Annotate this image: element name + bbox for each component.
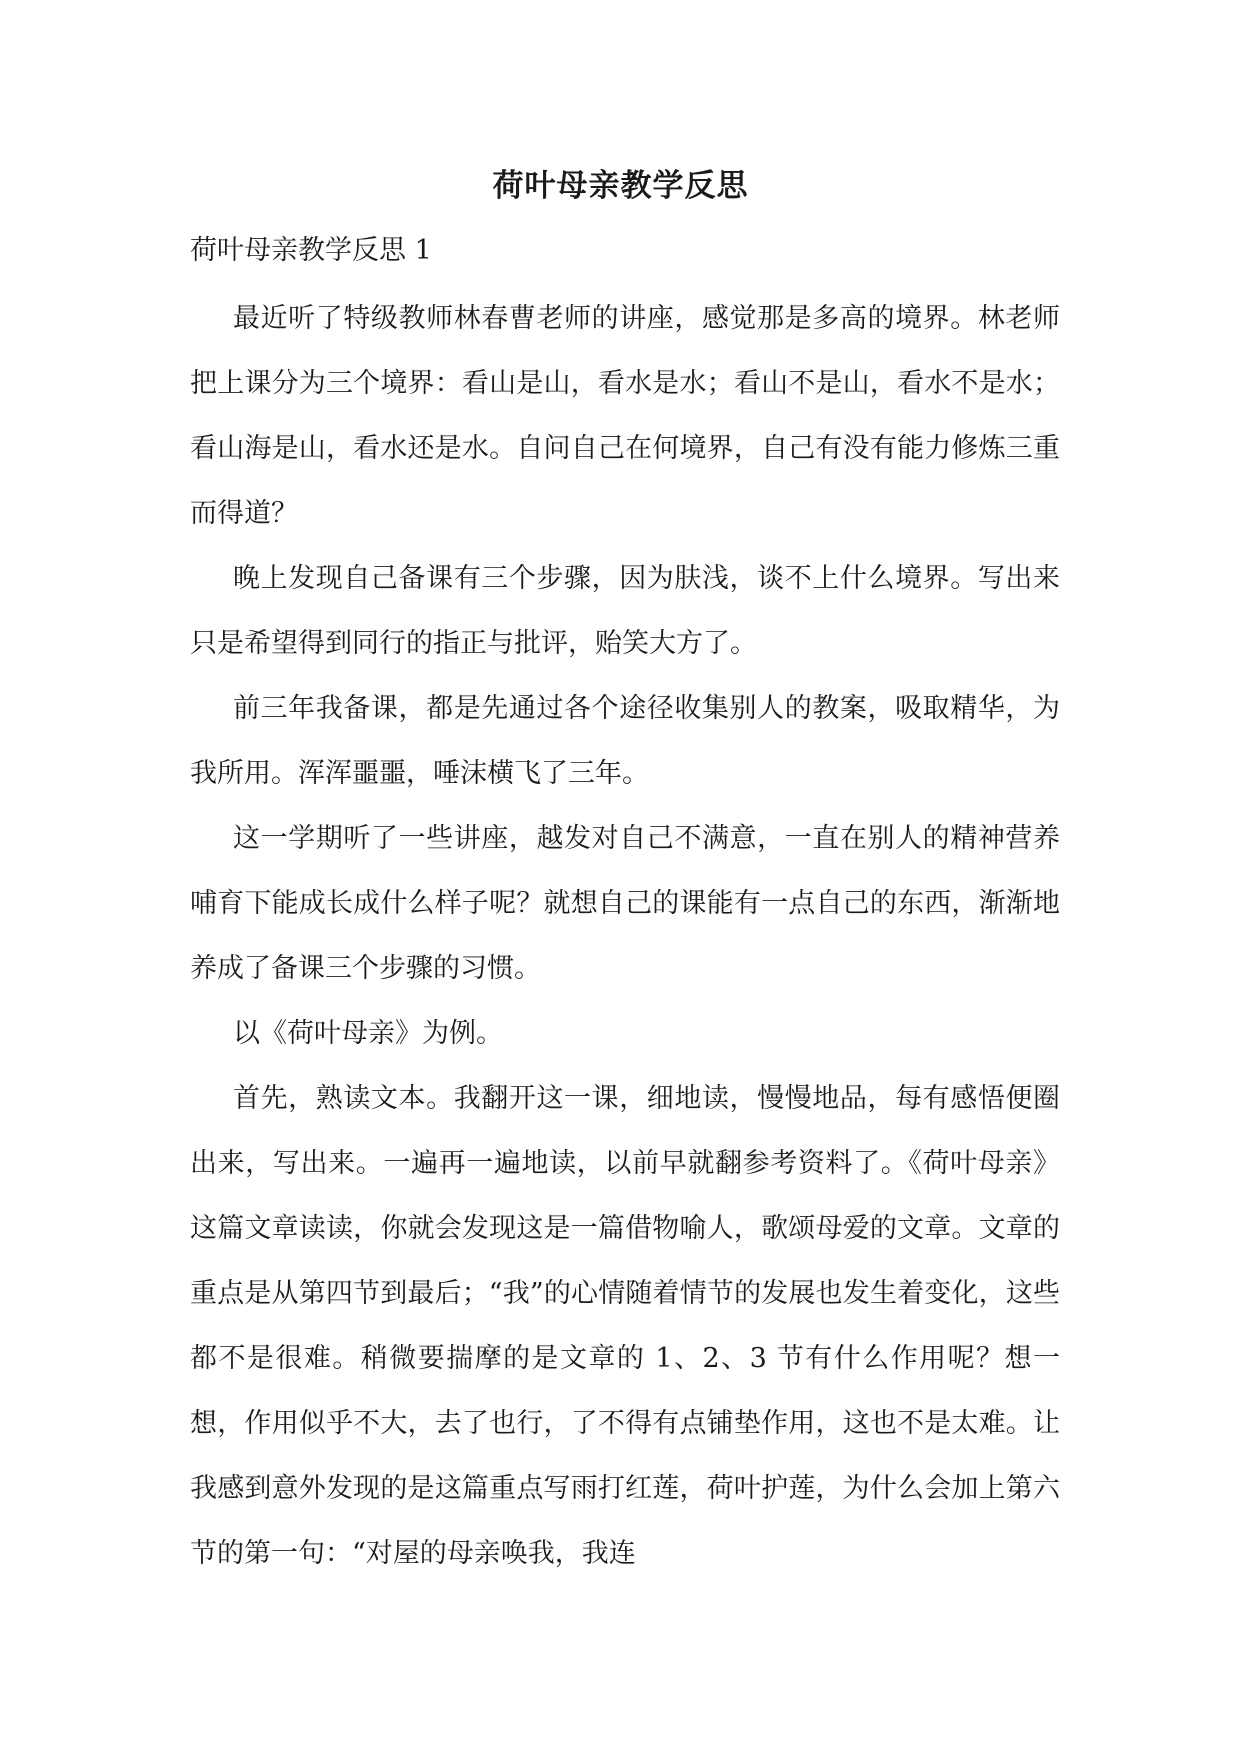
document-body [190,286,1060,1586]
paragraph: 这一学期听了一些讲座，越发对自己不满意，一直在别人的精神营养哺育下能成长成什么样子呢？就想自己的课能有一点自己的东西，渐渐地养成了备课三个步骤的习惯。 [190,823,1060,984]
paragraph: 晚上发现自己备课有三个步骤，因为肤浅，谈不上什么境界。写出来只是希望得到同行的指正与批评，贻笑大方了。 [190,563,1060,659]
paragraph: 以《荷叶母亲》为例。 [233,1018,503,1049]
paragraph: 前三年我备课，都是先通过各个途径收集别人的教案，吸取精华，为我所用。浑浑噩噩，唾沫横飞了三年。 [190,693,1060,789]
paragraph: 最近听了特级教师林春曹老师的讲座，感觉那是多高的境界。林老师把上课分为三个境界：看山是山，看水是水；看山不是山，看水不是水；看山海是山，看水还是水。自问自己在何境界，自己有没有能力修炼三重而得道？ [190,303,1060,529]
section-heading: 荷叶母亲教学反思 1 [190,235,432,266]
paragraph: 首先，熟读文本。我翻开这一课，细地读，慢慢地品，每有感悟便圈出来，写出来。一遍再一遍地读，以前早就翻参考资料了。《荷叶母亲》这篇文章读读，你就会发现这是一篇借物喻人，歌颂母爱的文章。文章的重点是从第四节到最后；“我”的心情随着情节的发展也发生着变化，这些都不是很难。稍微要揣摩的是文章的 1、2、3 节有什么作用呢？想一想，作用似乎不大，去了也行，了不得有点铺垫作用，这也不是太难。让我感到意外发现的是这篇重点写雨打红莲，荷叶护莲，为什么会加上第六节的第一句：“对屋的母亲唤我，我连 [190,1083,1060,1569]
document-title: 荷叶母亲教学反思 [492,168,749,204]
